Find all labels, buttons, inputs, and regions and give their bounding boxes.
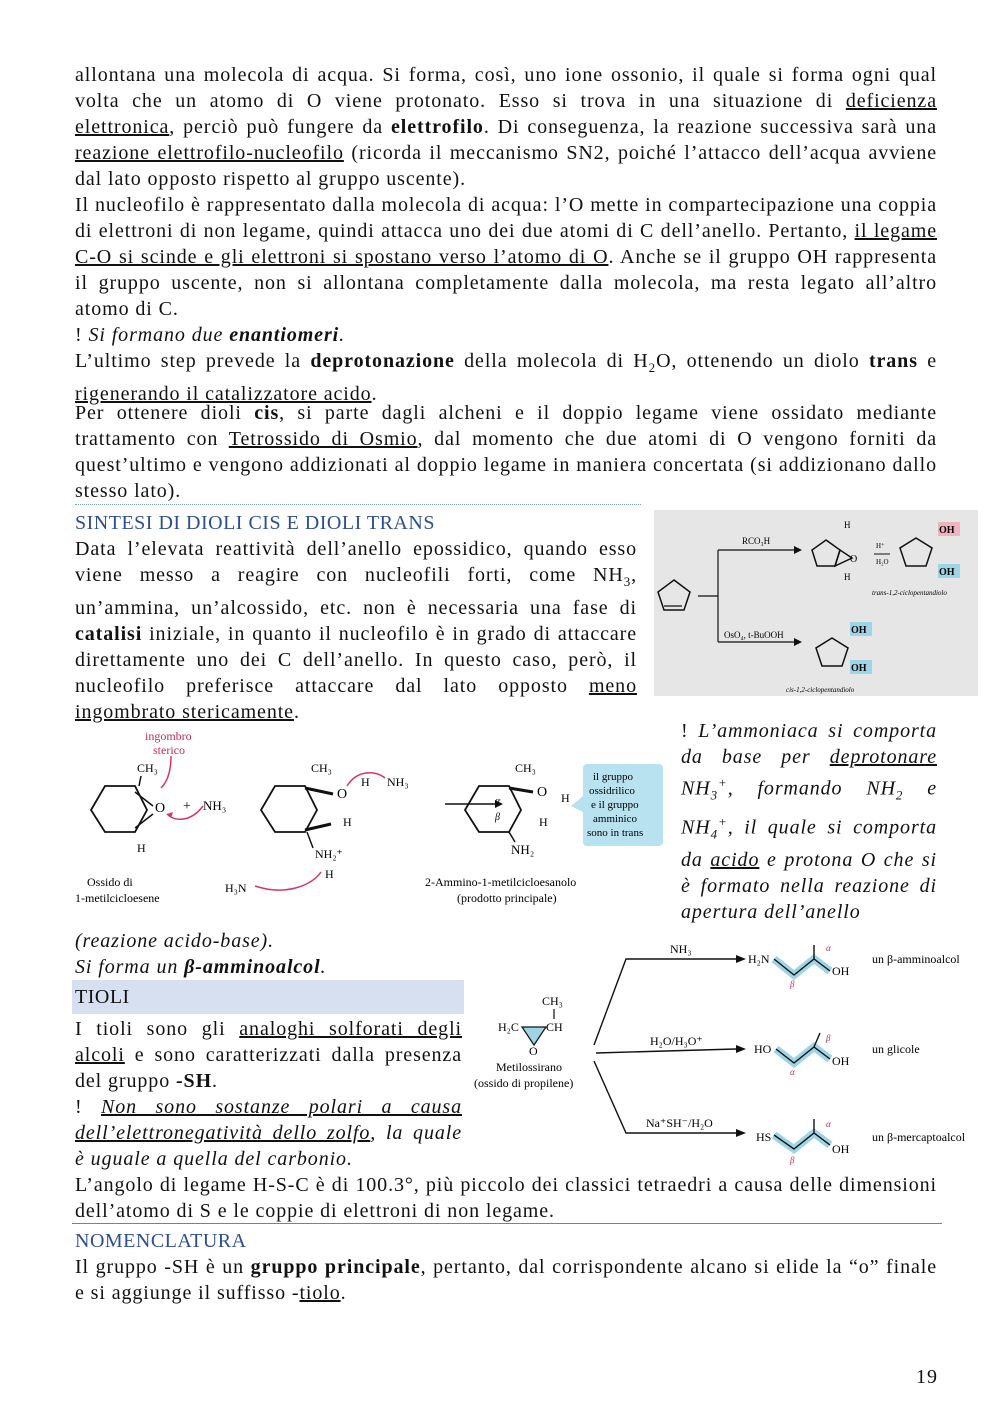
- svg-text:CH₃: CH₃: [137, 761, 158, 775]
- svg-text:OH: OH: [851, 625, 867, 636]
- svg-text:CH₃: CH₃: [515, 761, 536, 775]
- svg-text:OH: OH: [832, 1054, 850, 1068]
- svg-text:H: H: [343, 815, 352, 829]
- svg-text:NH₂: NH₂: [511, 842, 535, 857]
- svg-text:β: β: [790, 1155, 795, 1165]
- svg-text:O: O: [337, 787, 348, 802]
- note-ammoniaca-cont: (reazione acido-base). Si forma un β-amminoalcol.: [75, 930, 327, 978]
- svg-text:O: O: [529, 1044, 538, 1058]
- svg-text:1-metilcicloesene: 1-metilcicloesene: [75, 891, 160, 905]
- svg-text:H₂O/H₃O⁺: H₂O/H₃O⁺: [650, 1034, 703, 1048]
- svg-text:e il gruppo: e il gruppo: [591, 799, 639, 811]
- svg-text:OH: OH: [832, 1142, 850, 1156]
- svg-text:H: H: [325, 867, 334, 881]
- svg-text:2-Ammino-1-metilcicloesanolo: 2-Ammino-1-metilcicloesanolo: [425, 875, 577, 889]
- svg-text:H: H: [844, 520, 851, 530]
- note-ammoniaca: ! L’ammoniaca si comporta da base per deprotonare $NH_3^+$, formando $NH_2$ e $NH_4^+$, il quale si comporta da acido e protona O che si è formato nella reazione di apertura dell’anello: [681, 720, 938, 924]
- svg-text:H: H: [361, 775, 370, 789]
- svg-text:OH: OH: [939, 567, 955, 578]
- paragraph-angolo-legame: L’angolo di legame H-S-C è di 100.3°, più piccolo dei classici tetraedri a causa delle dimensioni dell’atomo di S e le coppie di elettroni di non legame.: [75, 1174, 937, 1222]
- svg-text:H₂N: H₂N: [748, 952, 770, 966]
- paragraph-tioli: I tioli sono gli analoghi solforati degli alcoli e sono caratterizzati dalla presenza del gruppo -SH. ! Non sono sostanze polari a causa dell’elettronegatività dello zolfo, la quale è uguale a quella del carbonio.: [75, 1018, 462, 1170]
- svg-text:un glicole: un glicole: [872, 1042, 920, 1056]
- svg-text:Ossido di: Ossido di: [87, 875, 133, 889]
- svg-text:O: O: [155, 801, 166, 816]
- svg-text:CH₃: CH₃: [542, 994, 563, 1008]
- paragraph-nucleofilo: Il nucleofilo è rappresentato dalla molecola di acqua: l’O mette in compartecipazione una coppia di elettroni di non legame, quindi attacca uno dei due atomi di C dell’anello. Pertanto, il legame C-O si scinde e gli elettroni si spostano verso l’atomo di O. Anche se il gruppo OH rappresenta il gruppo uscente, non si allontana completamente dalla molecola, ma resta legato all’altro atomo di C.: [75, 194, 938, 320]
- svg-text:trans-1,2-ciclopentandiolo: trans-1,2-ciclopentandiolo: [872, 589, 947, 597]
- svg-text:β: β: [790, 979, 795, 989]
- svg-text:RCO₃H: RCO₃H: [742, 536, 771, 546]
- heading-sintesi-dioli: SINTESI DI DIOLI CIS E DIOLI TRANS: [75, 512, 435, 534]
- svg-text:NH₃: NH₃: [387, 775, 409, 789]
- svg-text:O: O: [537, 785, 548, 800]
- page-number: 19: [916, 1366, 938, 1388]
- svg-text:(ossido di propilene): (ossido di propilene): [474, 1076, 574, 1090]
- section-divider: [75, 504, 641, 505]
- svg-text:Na⁺SH⁻/H₂O: Na⁺SH⁻/H₂O: [646, 1116, 713, 1130]
- svg-text:CH: CH: [546, 1020, 563, 1034]
- svg-text:(prodotto principale): (prodotto principale): [457, 891, 557, 905]
- paragraph-nomenclatura: Il gruppo -SH è un gruppo principale, pertanto, dal corrispondente alcano si elide la “o” finale e si aggiunge il suffisso -tiolo.: [75, 1256, 937, 1304]
- svg-text:α: α: [495, 796, 501, 807]
- svg-text:OH: OH: [832, 964, 850, 978]
- svg-text:NH₃: NH₃: [203, 798, 227, 813]
- figure-apertura-epossido: [75, 726, 670, 916]
- svg-text:OH: OH: [851, 663, 867, 674]
- svg-text:H⁺: H⁺: [876, 542, 885, 550]
- note-enantiomeri: ! Si formano due enantiomeri.: [75, 324, 346, 346]
- svg-text:OH: OH: [939, 525, 955, 536]
- svg-text:CH₃: CH₃: [311, 761, 332, 775]
- heading-nomenclatura: NOMENCLATURA: [75, 1230, 247, 1252]
- svg-text:Metilossirano: Metilossirano: [496, 1060, 562, 1074]
- paragraph-ossonio: allontana una molecola di acqua. Si forma, così, uno ione ossonio, il quale si forma ogni qual volta che un atomo di O viene protonato. Esso si trova in una situazione di deficienza elettronica, perciò può fungere da elettrofilo. Di conseguenza, la reazione successiva sarà una reazione elettrofilo-nucleofilo (ricorda il meccanismo SN2, poiché l’attacco dell’acqua avviene dal lato opposto rispetto al gruppo uscente).: [75, 64, 937, 190]
- svg-text:H: H: [561, 791, 570, 805]
- svg-text:H: H: [539, 815, 548, 829]
- svg-text:H₂C: H₂C: [498, 1020, 519, 1034]
- svg-text:sterico: sterico: [153, 743, 185, 757]
- svg-text:NH₂⁺: NH₂⁺: [315, 847, 343, 861]
- paragraph-deprotonazione: L’ultimo step prevede la deprotonazione della molecola di $H_2O$, ottenendo un diolo trans e rigenerando il catalizzatore acido.: [75, 350, 937, 405]
- svg-text:β: β: [826, 1033, 831, 1043]
- svg-text:α: α: [826, 1119, 831, 1129]
- svg-text:un β-mercaptoalcol: un β-mercaptoalcol: [872, 1130, 966, 1144]
- svg-text:il gruppo: il gruppo: [593, 771, 634, 783]
- svg-text:O: O: [850, 554, 858, 565]
- svg-text:α: α: [790, 1067, 795, 1077]
- heading-tioli-bar: [72, 980, 464, 1014]
- figure-metilossirano: [474, 935, 980, 1173]
- svg-text:β: β: [495, 812, 500, 823]
- svg-text:H₃N: H₃N: [225, 881, 247, 895]
- svg-text:H: H: [844, 572, 851, 582]
- heading-tioli: TIOLI: [75, 986, 130, 1008]
- svg-text:H₂O: H₂O: [876, 558, 889, 566]
- paragraph-sintesi-dioli: Data l’elevata reattività dell’anello epossidico, quando esso viene messo a reagire con nucleofili forti, come $NH_3$, un’ammina, un’alcossido, etc. non è necessaria una fase di catalisi iniziale, in quanto il nucleofilo è in grado di attaccare direttamente uno dei C dell’anello. In questo caso, però, il nucleofilo preferisce attaccare dal lato opposto meno ingombrato stericamente.: [75, 538, 637, 723]
- svg-text:+: +: [183, 799, 191, 814]
- svg-text:ingombro: ingombro: [145, 729, 192, 743]
- paragraph-dioli-cis: Per ottenere dioli cis, si parte dagli alcheni e il doppio legame viene ossidato mediante trattamento con Tetrossido di Osmio, dal momento che due atomi di O vengono forniti da quest’ultimo e vengono addizionati al doppio legame in maniera concertata (si addizionano dallo stesso lato).: [75, 402, 937, 502]
- svg-text:un β-amminoalcol: un β-amminoalcol: [872, 952, 960, 966]
- svg-text:H: H: [137, 841, 146, 855]
- svg-text:amminico: amminico: [593, 813, 637, 825]
- svg-text:ossidrilico: ossidrilico: [589, 785, 635, 797]
- figure-ciclopentene-dioli: [654, 510, 978, 696]
- svg-text:α: α: [826, 943, 831, 953]
- svg-text:NH₃: NH₃: [670, 942, 692, 956]
- svg-text:cis-1,2-ciclopentandiolo: cis-1,2-ciclopentandiolo: [786, 686, 855, 694]
- svg-text:sono in trans: sono in trans: [587, 827, 644, 839]
- section-divider-nomenclatura: [72, 1223, 942, 1224]
- svg-text:HO: HO: [754, 1042, 772, 1056]
- svg-text:OsO₄, t-BuOOH: OsO₄, t-BuOOH: [724, 630, 784, 640]
- svg-text:HS: HS: [756, 1130, 772, 1144]
